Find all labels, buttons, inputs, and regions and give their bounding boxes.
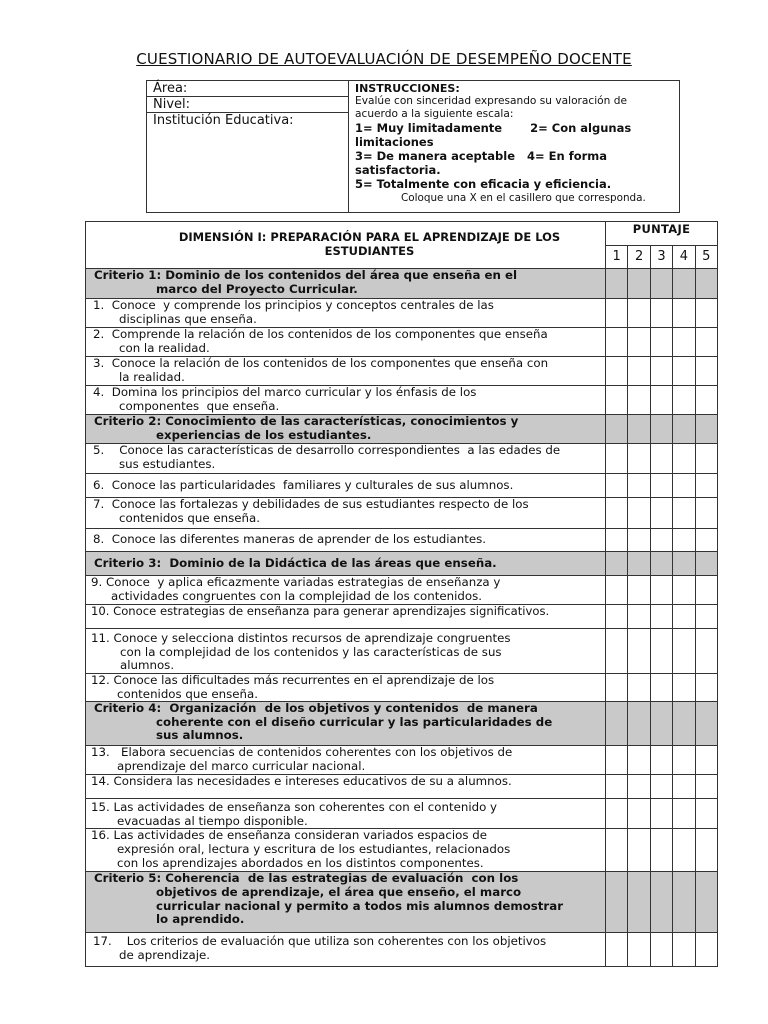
item-text: 15. Las actividades de enseñanza son coherentes con el contenido y evacuadas al tiempo disponible. xyxy=(86,799,606,829)
area-label: Área: xyxy=(147,81,349,97)
instructions-text: Evalúe con sinceridad expresando su valoración de xyxy=(355,95,627,107)
score-cell[interactable] xyxy=(606,529,628,552)
score-cell[interactable] xyxy=(695,746,717,775)
item-text: 10. Conoce estrategias de enseñanza para generar aprendizajes significativos. xyxy=(86,605,606,629)
instructions-box xyxy=(349,81,680,213)
score-cell[interactable] xyxy=(628,529,650,552)
score-cell[interactable] xyxy=(695,498,717,529)
score-cell[interactable] xyxy=(628,674,650,702)
item-row xyxy=(86,474,718,498)
score-cell[interactable] xyxy=(673,674,695,702)
score-cell[interactable] xyxy=(606,552,628,576)
scale-line: satisfactoria. xyxy=(355,163,441,177)
institucion-label: Institución Educativa: xyxy=(147,113,349,213)
score-cell[interactable] xyxy=(606,299,628,328)
score-cell[interactable] xyxy=(650,799,672,829)
score-cell[interactable] xyxy=(695,328,717,357)
instructions-title: INSTRUCCIONES: xyxy=(355,82,460,95)
score-cell[interactable] xyxy=(628,829,650,872)
score-cell[interactable] xyxy=(628,328,650,357)
item-text: 11. Conoce y selecciona distintos recursos de aprendizaje congruentes con la complejidad de los contenidos y las características de sus alumnos. xyxy=(86,629,606,674)
score-cell[interactable] xyxy=(628,629,650,674)
score-cell[interactable] xyxy=(673,415,695,444)
score-cell[interactable] xyxy=(650,529,672,552)
item-text: 7. Conoce las fortalezas y debilidades de sus estudiantes respecto de los contenidos que enseña. xyxy=(86,498,606,529)
score-cell[interactable] xyxy=(673,829,695,872)
item-row xyxy=(86,299,718,328)
score-cell[interactable] xyxy=(695,357,717,386)
score-cell[interactable] xyxy=(695,576,717,605)
evaluation-table xyxy=(85,221,718,967)
score-cell[interactable] xyxy=(695,872,717,933)
score-cell[interactable] xyxy=(673,498,695,529)
item-text: 6. Conoce las particularidades familiares y culturales de sus alumnos. xyxy=(86,474,606,498)
score-cell[interactable] xyxy=(695,552,717,576)
dimension-title: DIMENSIÓN I: PREPARACIÓN PARA EL APRENDIZAJE DE LOS ESTUDIANTES xyxy=(86,222,606,269)
score-cell[interactable] xyxy=(606,269,628,299)
score-cell[interactable] xyxy=(650,552,672,576)
criterion-label: Criterio 5: Coherencia de las estrategias de evaluación con los objetivos de aprendizaje, el área que enseño, el marco curricular nacional y permito a todos mis alumnos demostrar lo aprendido. xyxy=(86,872,606,933)
item-text: 14. Considera las necesidades e intereses educativos de su a alumnos. xyxy=(86,775,606,799)
score-header-3: 3 xyxy=(650,246,672,269)
item-row xyxy=(86,629,718,674)
item-row xyxy=(86,674,718,702)
scale-line: 5= Totalmente con eficacia y eficiencia. xyxy=(355,177,612,191)
item-text: 16. Las actividades de enseñanza consideran variados espacios de expresión oral, lectura y escritura de los estudiantes, relacionados con los aprendizajes abordados en los distintos componentes. xyxy=(86,829,606,872)
score-cell[interactable] xyxy=(695,799,717,829)
item-row xyxy=(86,746,718,775)
score-cell[interactable] xyxy=(673,775,695,799)
score-cell[interactable] xyxy=(628,415,650,444)
score-cell[interactable] xyxy=(695,829,717,872)
score-cell[interactable] xyxy=(650,498,672,529)
score-cell[interactable] xyxy=(650,269,672,299)
header-table xyxy=(146,80,680,213)
score-cell[interactable] xyxy=(628,444,650,474)
score-cell[interactable] xyxy=(628,474,650,498)
score-cell[interactable] xyxy=(650,605,672,629)
score-cell[interactable] xyxy=(695,775,717,799)
score-cell[interactable] xyxy=(673,269,695,299)
score-cell[interactable] xyxy=(628,872,650,933)
score-cell[interactable] xyxy=(650,357,672,386)
criterion-row xyxy=(86,872,718,933)
score-cell[interactable] xyxy=(628,702,650,746)
score-cell[interactable] xyxy=(628,386,650,415)
instructions-note: Coloque una X en el casillero que corresponda. xyxy=(401,192,646,204)
criterion-label: Criterio 2: Conocimiento de las características, conocimientos y experiencias de los estudiantes. xyxy=(86,415,606,444)
score-cell[interactable] xyxy=(606,386,628,415)
score-header-1: 1 xyxy=(606,246,628,269)
score-cell[interactable] xyxy=(673,933,695,967)
scale-line: 3= De manera aceptable 4= En forma xyxy=(355,149,608,163)
score-cell[interactable] xyxy=(673,529,695,552)
item-row xyxy=(86,498,718,529)
score-cell[interactable] xyxy=(628,799,650,829)
item-row xyxy=(86,328,718,357)
criterion-label: Criterio 3: Dominio de la Didáctica de las áreas que enseña. xyxy=(86,552,606,576)
score-header-2: 2 xyxy=(628,246,650,269)
score-cell[interactable] xyxy=(673,552,695,576)
scale-line: limitaciones xyxy=(355,135,434,149)
criterion-label: Criterio 4: Organización de los objetivos y contenidos de manera coherente con el diseño curricular y las particularidades de sus alumnos. xyxy=(86,702,606,746)
score-cell[interactable] xyxy=(606,444,628,474)
score-cell[interactable] xyxy=(673,799,695,829)
item-row xyxy=(86,386,718,415)
item-text: 5. Conoce las características de desarrollo correspondientes a las edades de sus estudiantes. xyxy=(86,444,606,474)
score-cell[interactable] xyxy=(628,576,650,605)
item-text: 3. Conoce la relación de los contenidos de los componentes que enseña con la realidad. xyxy=(86,357,606,386)
score-cell[interactable] xyxy=(628,605,650,629)
item-text: 4. Domina los principios del marco curricular y los énfasis de los componentes que enseña. xyxy=(86,386,606,415)
score-cell[interactable] xyxy=(695,269,717,299)
score-cell[interactable] xyxy=(673,357,695,386)
score-cell[interactable] xyxy=(650,775,672,799)
score-cell[interactable] xyxy=(606,357,628,386)
item-text: 9. Conoce y aplica eficazmente variadas estrategias de enseñanza y actividades congruentes con la complejidad de los contenidos. xyxy=(86,576,606,605)
item-row xyxy=(86,605,718,629)
item-text: 12. Conoce las dificultades más recurrentes en el aprendizaje de los contenidos que enseña. xyxy=(86,674,606,702)
score-cell[interactable] xyxy=(628,299,650,328)
score-cell[interactable] xyxy=(673,576,695,605)
score-cell[interactable] xyxy=(650,415,672,444)
score-cell[interactable] xyxy=(606,746,628,775)
score-cell[interactable] xyxy=(695,386,717,415)
item-row xyxy=(86,799,718,829)
score-header-5: 5 xyxy=(695,246,717,269)
score-cell[interactable] xyxy=(650,576,672,605)
score-cell[interactable] xyxy=(628,269,650,299)
score-cell[interactable] xyxy=(628,746,650,775)
score-cell[interactable] xyxy=(650,933,672,967)
instructions-text: acuerdo a la siguiente escala: xyxy=(355,108,514,120)
score-cell[interactable] xyxy=(673,444,695,474)
scale-line: 1= Muy limitadamente 2= Con algunas xyxy=(355,121,632,135)
item-row xyxy=(86,576,718,605)
puntaje-header: PUNTAJE xyxy=(606,222,718,246)
item-row xyxy=(86,529,718,552)
score-cell[interactable] xyxy=(673,386,695,415)
score-cell[interactable] xyxy=(628,357,650,386)
score-cell[interactable] xyxy=(695,629,717,674)
item-text: 13. Elabora secuencias de contenidos coherentes con los objetivos de aprendizaje del marco curricular nacional. xyxy=(86,746,606,775)
score-cell[interactable] xyxy=(606,498,628,529)
item-text: 1. Conoce y comprende los principios y conceptos centrales de las disciplinas que enseña. xyxy=(86,299,606,328)
score-cell[interactable] xyxy=(695,415,717,444)
score-cell[interactable] xyxy=(606,702,628,746)
score-cell[interactable] xyxy=(606,328,628,357)
score-cell[interactable] xyxy=(606,933,628,967)
score-cell[interactable] xyxy=(650,474,672,498)
score-cell[interactable] xyxy=(673,605,695,629)
score-cell[interactable] xyxy=(695,444,717,474)
score-cell[interactable] xyxy=(606,629,628,674)
score-cell[interactable] xyxy=(673,328,695,357)
item-text: 2. Comprende la relación de los contenidos de los componentes que enseña con la realidad. xyxy=(86,328,606,357)
score-cell[interactable] xyxy=(628,933,650,967)
item-row xyxy=(86,357,718,386)
score-cell[interactable] xyxy=(606,415,628,444)
score-cell[interactable] xyxy=(628,552,650,576)
score-cell[interactable] xyxy=(650,299,672,328)
score-cell[interactable] xyxy=(650,328,672,357)
score-cell[interactable] xyxy=(606,775,628,799)
item-row xyxy=(86,829,718,872)
score-cell[interactable] xyxy=(695,474,717,498)
score-cell[interactable] xyxy=(673,702,695,746)
score-cell[interactable] xyxy=(695,933,717,967)
criterion-row xyxy=(86,552,718,576)
score-cell[interactable] xyxy=(606,674,628,702)
score-cell[interactable] xyxy=(606,799,628,829)
score-cell[interactable] xyxy=(650,386,672,415)
score-cell[interactable] xyxy=(606,576,628,605)
item-text: 17. Los criterios de evaluación que utiliza son coherentes con los objetivos de aprendizaje. xyxy=(86,933,606,967)
criterion-row xyxy=(86,702,718,746)
score-cell[interactable] xyxy=(650,444,672,474)
score-cell[interactable] xyxy=(650,746,672,775)
score-cell[interactable] xyxy=(695,605,717,629)
score-cell[interactable] xyxy=(695,529,717,552)
item-row xyxy=(86,933,718,967)
score-cell[interactable] xyxy=(673,299,695,328)
score-cell[interactable] xyxy=(650,674,672,702)
score-cell[interactable] xyxy=(650,829,672,872)
score-cell[interactable] xyxy=(606,829,628,872)
score-cell[interactable] xyxy=(673,629,695,674)
score-cell[interactable] xyxy=(650,702,672,746)
score-cell[interactable] xyxy=(673,474,695,498)
item-row xyxy=(86,444,718,474)
criterion-row xyxy=(86,269,718,299)
nivel-label: Nivel: xyxy=(147,97,349,113)
score-cell[interactable] xyxy=(650,872,672,933)
score-cell[interactable] xyxy=(695,702,717,746)
criterion-row xyxy=(86,415,718,444)
score-cell[interactable] xyxy=(650,629,672,674)
criterion-label: Criterio 1: Dominio de los contenidos del área que enseña en el marco del Proyecto Curricular. xyxy=(86,269,606,299)
document-title: CUESTIONARIO DE AUTOEVALUACIÓN DE DESEMPEÑO DOCENTE xyxy=(136,50,632,68)
score-cell[interactable] xyxy=(606,605,628,629)
score-cell[interactable] xyxy=(628,775,650,799)
score-cell[interactable] xyxy=(673,746,695,775)
score-cell[interactable] xyxy=(695,299,717,328)
score-cell[interactable] xyxy=(606,474,628,498)
score-cell[interactable] xyxy=(628,498,650,529)
item-row xyxy=(86,775,718,799)
score-cell[interactable] xyxy=(606,872,628,933)
score-cell[interactable] xyxy=(695,674,717,702)
item-text: 8. Conoce las diferentes maneras de aprender de los estudiantes. xyxy=(86,529,606,552)
score-header-4: 4 xyxy=(673,246,695,269)
score-cell[interactable] xyxy=(673,872,695,933)
